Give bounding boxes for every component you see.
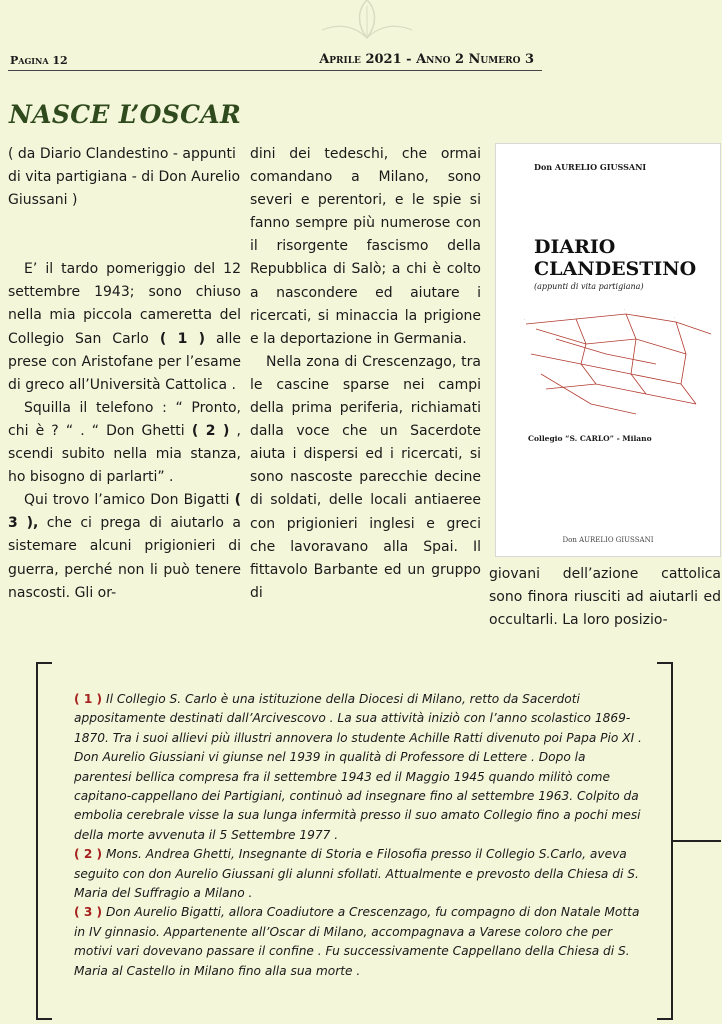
book-author: Don AURELIO GIUSSANI xyxy=(534,162,647,172)
route-map-icon xyxy=(496,294,722,429)
article-paragraph xyxy=(8,489,241,604)
book-title xyxy=(534,236,696,280)
svg-text:·: · xyxy=(624,307,626,312)
notes-divider-tick xyxy=(673,840,721,842)
footnote-text: Il Collegio S. Carlo è una istituzione della Diocesi di Milano, retto da Sacerdoti appositamente destinati dall’Arcivescovo . La sua attività iniziò con l’anno scolastico 1869-1870. Tra i suoi allievi più illustri annovera lo studente Achille Ratti divenuto poi Papa Pio XI . Don Aurelio Giussiani vi giunse nel 1939 in qualità di Professore di Lettere . Dopo la parentesi bellica compresa fra il settembre 1943 ed il Maggio 1945 quando militò come capitano-cappellano dei Partigiani, continuò ad insegnare fino al settembre 1963. Colpito da embolia cerebrale visse la sua lunga infermità presso il suo amato Collegio fino a pochi mesi della morte avvenuta il 5 Settembre 1977 . xyxy=(74,692,642,842)
article-paragraph: dini dei tedeschi, che ormai comandano a Milano, sono severi e perentori, e le spie si fanno sempre più numerose con il risorgente fascismo della Repubblica di Salò; a chi è colto a nascondere ed aiutare i ricercati, si minaccia la prigione e la deportazione in Germania. xyxy=(250,146,481,347)
paragraph-text: che ci prega di aiutarlo a sistemare alcuni prigionieri di guerra, perché non li può tenere nascosti. Gli or- xyxy=(8,515,241,601)
article-paragraph: Nella zona di Crescenzago, tra le cascine sparse nei campi della prima periferia, richiamati dalla voce che un Sacerdote aiuta i dispersi ed i ricercati, si sono nascoste parecchie decine di soldati, delle locali antiaeree con prigionieri inglesi e greci che lavoravano alla Spai. Il fittavolo Barbante ed un gruppo di xyxy=(250,353,481,601)
footnote-text: Don Aurelio Bigatti, allora Coadiutore a Crescenzago, fu compagno di don Natale Motta in IV ginnasio. Appartenente all’Oscar di Milano, accompagnava a Varese coloro che per motivi vari dovevano passare il confine . Fu successivamente Cappellano della Chiesa di S. Maria al Castello in Milano fino alla sua morte . xyxy=(74,905,640,978)
footnote-ref: ( 2 ) xyxy=(191,422,230,439)
footnote-ref: ( 1 ) xyxy=(159,330,206,347)
book-title-line: CLANDESTINO xyxy=(534,258,697,280)
svg-text:·: · xyxy=(634,332,636,337)
footnote-text: Mons. Andrea Ghetti, Insegnante di Storia e Filosofia presso il Collegio S.Carlo, aveva seguito con don Aurelio Giussani gli alunni sfollati. Attualmente e prevosto della Chiesa di S. Maria del Suffragio a Milano . xyxy=(74,847,639,901)
paragraph-text: Qui trovo l’amico Don Bigatti xyxy=(24,492,235,509)
paragraph-text: Squilla il telefono : “ Pronto, chi è ? “ . “ Don Ghetti xyxy=(8,399,241,439)
footnote-2 xyxy=(74,845,644,903)
footnote-ref: ( 3 ), xyxy=(8,492,241,532)
notes-bracket-left xyxy=(36,662,52,1020)
footnote-number: ( 2 ) xyxy=(74,847,103,862)
svg-text:·: · xyxy=(674,315,676,320)
article-intro: ( da Diario Clandestino - appunti di vita partigiana - di Don Aurelio Giussani ) xyxy=(8,146,241,209)
book-cover-image xyxy=(495,143,721,557)
issue-info: Aprile 2021 - Anno 2 Numero 3 xyxy=(319,52,534,67)
article-paragraph xyxy=(8,258,241,397)
page-header xyxy=(10,51,540,69)
article-column-2 xyxy=(250,143,481,605)
footnote-number: ( 3 ) xyxy=(74,905,103,920)
header-divider xyxy=(8,70,542,71)
svg-text:·: · xyxy=(574,312,576,317)
article-title: NASCE L’OSCAR xyxy=(9,100,242,129)
leaf-ornament-icon xyxy=(312,0,422,40)
book-title-line: DIARIO xyxy=(534,236,616,258)
svg-text:·: · xyxy=(524,317,526,322)
book-publisher: Collegio “S. CARLO” - Milano xyxy=(528,434,652,443)
article-paragraph: giovani dell’azione cattolica sono finora riusciti ad aiutarli ed occultarli. La loro posizio- xyxy=(489,566,721,629)
book-subtitle: (appunti di vita partigiana) xyxy=(534,282,644,291)
paragraph-text: alle prese con Aristofane per l’esame di greco all’Università Cattolica . xyxy=(8,330,241,393)
notes-bracket-right xyxy=(657,662,673,1020)
paragraph-text: , scendi subito nella mia stanza, ho bisogno di parlarti” . xyxy=(8,422,242,486)
footnotes xyxy=(74,690,644,981)
article-column-3 xyxy=(489,563,721,632)
footnote-3 xyxy=(74,903,644,981)
paragraph-text: E’ il tardo pomeriggio del 12 settembre 1943; sono chiuso nella mia piccola cameretta del Collegio San Carlo xyxy=(8,261,241,347)
svg-text:·: · xyxy=(584,338,586,343)
footnote-number: ( 1 ) xyxy=(74,692,103,706)
page-number: Pagina 12 xyxy=(10,54,68,67)
article-paragraph xyxy=(8,397,241,489)
footnote-1 xyxy=(74,690,644,845)
book-author-spine: Don AURELIO GIUSSANI xyxy=(562,536,654,544)
article-column-1 xyxy=(8,143,241,605)
